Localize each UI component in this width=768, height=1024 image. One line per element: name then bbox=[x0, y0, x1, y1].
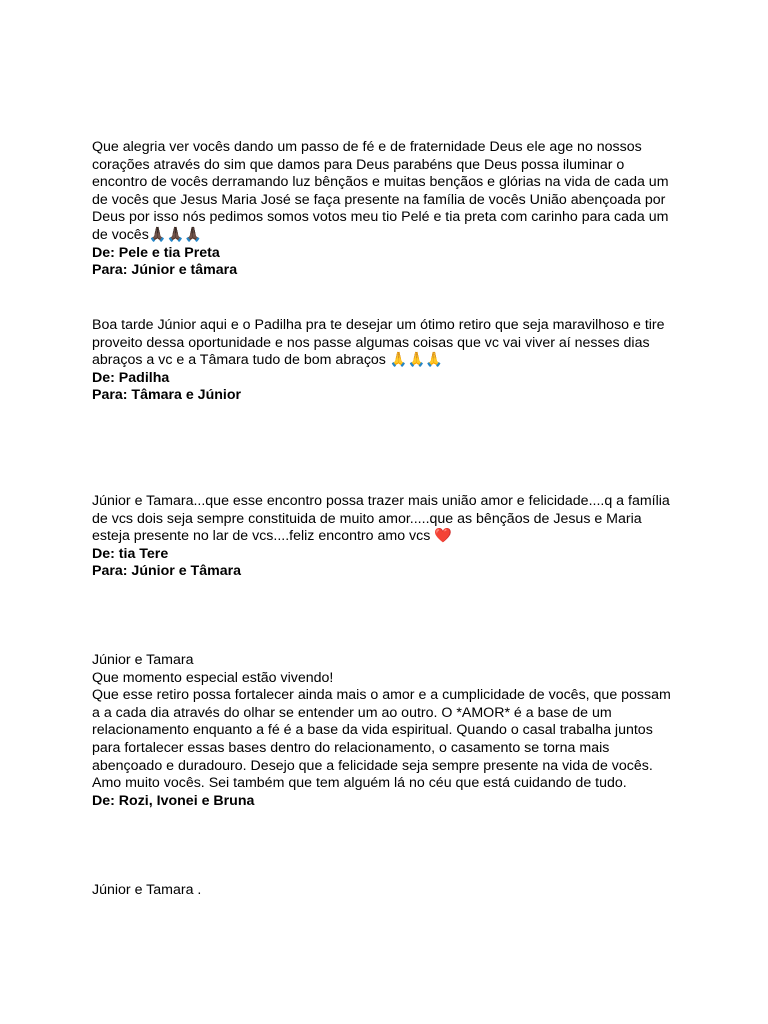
message-sender: De: Rozi, Ivonei e Bruna bbox=[92, 792, 255, 809]
message-text-line: Júnior e Tamara bbox=[92, 652, 194, 668]
message-text-line: abraços a vc e a Tâmara tudo de bom abraços 🙏🙏🙏 bbox=[92, 352, 443, 369]
message-block bbox=[92, 317, 682, 405]
message-text-line: de vocês que Jesus Maria José se faça presente na família de vocês União abençoada por bbox=[92, 191, 666, 208]
message-text-line: Júnior e Tamara . bbox=[92, 882, 202, 898]
message-block bbox=[92, 493, 682, 581]
message-text-line: abençoado e duradouro. Desejo que a felicidade seja sempre presente na vida de vocês. bbox=[92, 757, 653, 774]
message-sender: De: tia Tere bbox=[92, 545, 169, 562]
message-text-line: Que alegria ver vocês dando um passo de fé e de fraternidade Deus ele age no nossos bbox=[92, 139, 642, 155]
message-text-line: encontro de vocês derramando luz bênçãos e muitas bençãos e glórias na vida de cada um bbox=[92, 174, 669, 191]
message-block bbox=[92, 139, 682, 280]
message-block bbox=[92, 882, 682, 900]
message-recipient: Para: Júnior e tâmara bbox=[92, 262, 238, 279]
message-text-line: Que momento especial estão vivendo! bbox=[92, 669, 334, 686]
message-block bbox=[92, 652, 682, 810]
message-text-line: Amo muito vocês. Sei também que tem alguém lá no céu que está cuidando de tudo. bbox=[92, 775, 627, 792]
message-text-line: de vcs dois seja sempre constituida de muito amor.....que as bênçãos de Jesus e Maria bbox=[92, 510, 642, 527]
message-sender: De: Padilha bbox=[92, 369, 170, 386]
message-text-line: proveito dessa oportunidade e nos passe algumas coisas que vc vai viver aí nesses dias bbox=[92, 334, 650, 351]
message-text-line: Boa tarde Júnior aqui e o Padilha pra te desejar um ótimo retiro que seja maravilhoso e tire bbox=[92, 317, 665, 333]
message-text-line: de vocês🙏🏿🙏🏿🙏🏿 bbox=[92, 226, 202, 243]
message-text-line: Júnior e Tamara...que esse encontro possa trazer mais união amor e felicidade....q a família bbox=[92, 493, 670, 509]
message-recipient: Para: Tâmara e Júnior bbox=[92, 387, 242, 404]
message-text-line: para fortalecer essas bases dentro do relacionamento, o casamento se torna mais bbox=[92, 739, 610, 756]
message-sender: De: Pele e tia Preta bbox=[92, 244, 220, 261]
message-text-line: relacionamento enquanto a fé é a base da vida espiritual. Quando o casal trabalha juntos bbox=[92, 722, 653, 739]
message-text-line: a a cada dia através do olhar se entender um ao outro. O *AMOR* é a base de um bbox=[92, 704, 612, 721]
message-text-line: esteja presente no lar de vcs....feliz encontro amo vcs ❤️ bbox=[92, 528, 452, 545]
message-text-line: Deus por isso nós pedimos somos votos meu tio Pelé e tia preta com carinho para cada um bbox=[92, 209, 669, 226]
message-text-line: Que esse retiro possa fortalecer ainda mais o amor e a cumplicidade de vocês, que possam bbox=[92, 687, 671, 704]
message-recipient: Para: Júnior e Tâmara bbox=[92, 563, 242, 580]
message-text-line: corações através do sim que damos para Deus parabéns que Deus possa iluminar o bbox=[92, 156, 625, 173]
